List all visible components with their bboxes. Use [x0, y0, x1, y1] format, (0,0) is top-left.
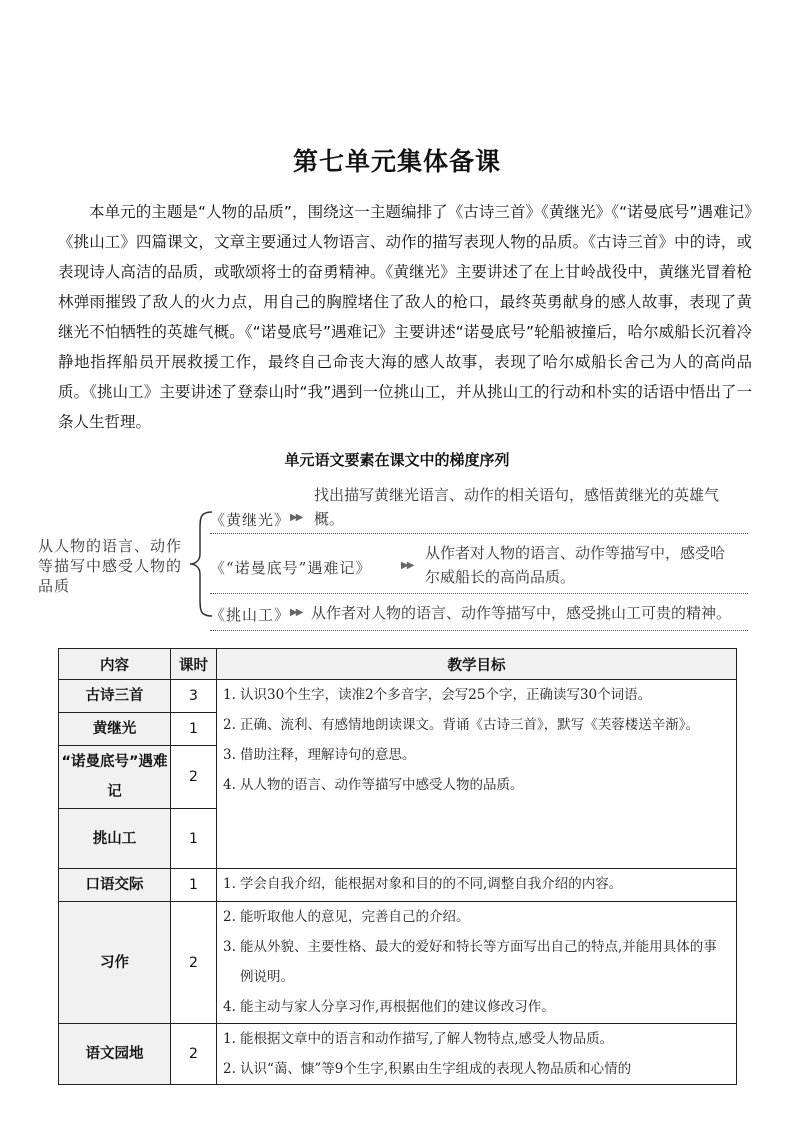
row-content: 古诗三首	[59, 680, 171, 713]
table-row	[59, 869, 737, 902]
gradient-diagram	[38, 480, 758, 640]
goal-item: 4. 能主动与家人分享习作,再根据他们的建议修改习作。	[223, 999, 555, 1015]
branch-normandy	[210, 538, 748, 594]
branch-name: 《挑山工》	[210, 606, 291, 624]
goals-cell	[217, 869, 737, 902]
diagram-title: 单元语文要素在课文中的梯度序列	[284, 451, 510, 469]
row-hours: 2	[171, 746, 217, 809]
row-hours: 1	[171, 869, 217, 902]
goal-item: 1. 能根据文章中的语言和动作描写,了解人物特点,感受人物品质。	[223, 1031, 614, 1047]
goal-item: 1. 认识30个生字，读准2个多音字，会写25个字，正确读写30个词语。	[223, 687, 652, 703]
row-content: 语文园地	[59, 1024, 171, 1085]
goals-cell	[217, 680, 737, 869]
goals-cell	[217, 1024, 737, 1085]
row-content: 挑山工	[59, 809, 171, 869]
branch-huangjiguang	[210, 480, 748, 534]
double-arrow-icon: ▶▶	[290, 512, 302, 523]
header-content: 内容	[59, 649, 171, 680]
goal-item: 4. 从人物的语言、动作等描写中感受人物的品质。	[223, 777, 524, 793]
teaching-plan-table	[58, 648, 737, 1085]
goal-item: 3. 借助注释，理解诗句的意思。	[223, 747, 416, 763]
row-content: 黄继光	[59, 713, 171, 746]
row-content: 习作	[59, 902, 171, 1024]
double-arrow-icon: ▶▶	[290, 607, 302, 618]
goal-item: 2. 能听取他人的意见，完善自己的介绍。	[223, 909, 470, 925]
table-row	[59, 680, 737, 713]
goal-item: 1. 学会自我介绍，能根据对象和目的的不同,调整自我介绍的内容。	[223, 876, 623, 892]
page-title: 第七单元集体备课	[292, 147, 501, 176]
branch-tiaoshangong	[210, 598, 748, 631]
branch-desc: 找出描写黄继光语言、动作的相关语句，感悟黄继光的英雄气概。	[314, 486, 720, 528]
header-goals: 教学目标	[217, 649, 737, 680]
diagram-root-text: 从人物的语言、动作等描写中感受人物的品质	[38, 537, 183, 595]
table-row	[59, 1024, 737, 1085]
branch-name: 《黄继光》	[210, 511, 291, 529]
row-hours: 3	[171, 680, 217, 713]
table-header-row	[59, 649, 737, 680]
table-row	[59, 902, 737, 1024]
double-arrow-icon: ▶▶	[401, 560, 413, 571]
goal-item: 2. 正确、流利、有感情地朗读课文。背诵《古诗三首》，默写《芙蓉楼送辛渐》。	[223, 717, 699, 733]
row-content: “诺曼底号”遇难记	[59, 746, 171, 809]
row-content: 口语交际	[59, 869, 171, 902]
goal-item: 2. 认识“蔼、慷”等9个生字,积累由生字组成的表现人物品质和心情的	[223, 1061, 632, 1077]
row-hours: 1	[171, 713, 217, 746]
branch-name: 《“诺曼底号”遇难记》	[210, 559, 372, 577]
row-hours: 2	[171, 902, 217, 1024]
goals-cell	[217, 902, 737, 1024]
branch-desc: 从作者对人物的语言、动作等描写中，感受挑山工可贵的精神。	[311, 604, 732, 622]
branch-desc: 从作者对人物的语言、动作等描写中，感受哈尔威船长的高尚品质。	[425, 544, 726, 586]
row-hours: 2	[171, 1024, 217, 1085]
goal-item: 3. 能从外貌、主要性格、最大的爱好和特长等方面写出自己的特点,并能用具体的事例说明。	[223, 939, 717, 985]
header-hours: 课时	[171, 649, 217, 680]
row-hours: 1	[171, 809, 217, 869]
intro-paragraph: 本单元的主题是“人物的品质”，围绕这一主题编排了《古诗三首》《黄继光》《“诺曼底号”遇难记》《挑山工》四篇课文，文章主要通过人物语言、动作的描写表现人物的品质。《古诗三首》中的诗，或表现诗人高洁的品质，或歌颂将士的奋勇精神。《黄继光》主要讲述了在上甘岭战役中，黄继光冒着枪林弹雨摧毁了敌人的火力点，用自己的胸膛堵住了敌人的枪口，最终英勇献身的感人故事，表现了黄继光不怕牺牲的英雄气概。《“诺曼底号”遇难记》主要讲述“诺曼底号”轮船被撞后，哈尔威船长沉着冷静地指挥船员开展救援工作，最终自己命丧大海的感人故事，表现了哈尔威船长舍己为人的高尚品质。《挑山工》主要讲述了登泰山时“我”遇到一位挑山工，并从挑山工的行动和朴实的话语中悟出了一条人生哲理。	[58, 203, 752, 431]
